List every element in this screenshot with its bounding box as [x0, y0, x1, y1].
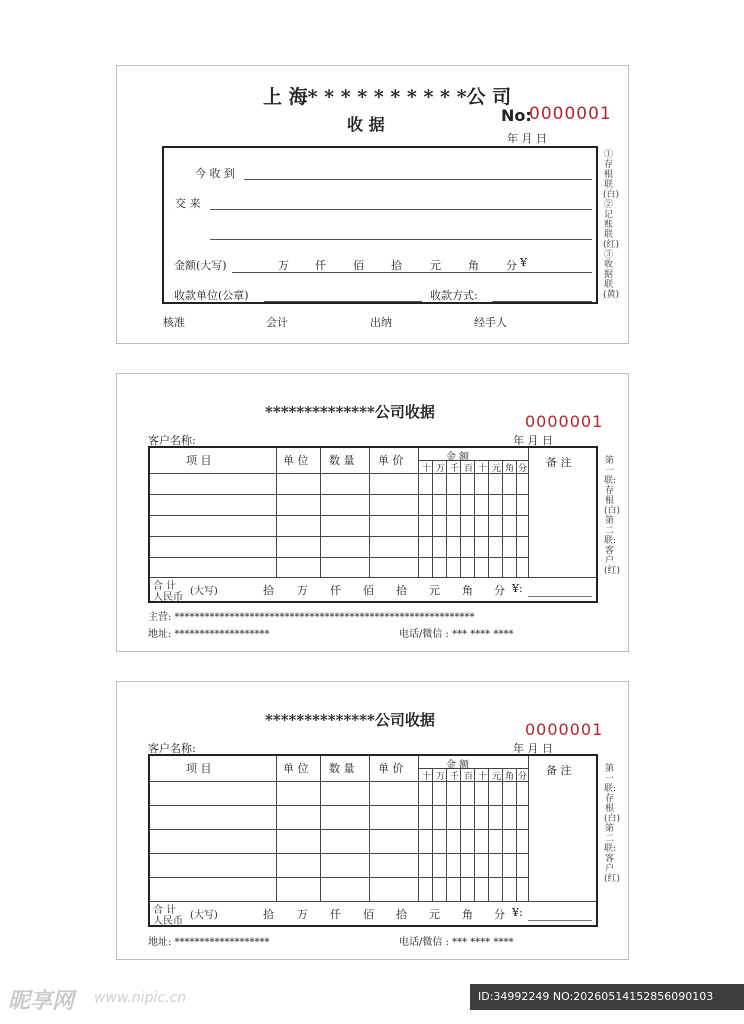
- digit-header: 十: [478, 772, 488, 782]
- digit-header: 百: [464, 464, 474, 474]
- total-unit: 分: [494, 584, 505, 597]
- digit-header: 千: [450, 464, 460, 474]
- total-unit: 万: [297, 584, 308, 597]
- total-unit: 拾: [263, 908, 274, 921]
- received-from-label: 今 收 到: [195, 167, 235, 180]
- digit-header: 十: [422, 772, 432, 782]
- header-price: 单 价: [378, 454, 404, 467]
- total-unit: 元: [429, 584, 440, 597]
- footer-handler: 经手人: [474, 316, 507, 329]
- receipt-1: [116, 65, 629, 344]
- header-item: 项 目: [186, 454, 212, 467]
- digit-header: 角: [505, 464, 515, 474]
- items-table: [148, 446, 598, 603]
- digit-header: 元: [492, 464, 502, 474]
- header-unit: 单 位: [283, 762, 309, 775]
- footer-cashier: 出纳: [370, 316, 392, 329]
- items-table: [148, 754, 598, 927]
- total-unit: 仟: [330, 584, 341, 597]
- amount-unit: 角: [468, 259, 479, 272]
- phone-wechat: 电话/微信 : *** **** ****: [399, 629, 514, 640]
- company-title: **************公司收据: [265, 403, 435, 421]
- total-unit: 角: [462, 584, 473, 597]
- total-unit: 拾: [396, 584, 407, 597]
- rmb-label: 人民币: [153, 916, 183, 927]
- header-amount: 金 额: [446, 760, 470, 771]
- address: 地址: *******************: [148, 937, 270, 948]
- total-label: 合 计: [153, 905, 177, 916]
- payee-unit-label: 收款单位(公章): [174, 289, 249, 302]
- amount-unit: 仟: [315, 259, 326, 272]
- digit-header: 万: [436, 464, 446, 474]
- copy-legend: 第一联:存根(白) 第二联:客户(红): [604, 764, 621, 884]
- date-line: 年 月 日: [513, 434, 553, 447]
- total-unit: 拾: [263, 584, 274, 597]
- receipt-number: 0000001: [529, 104, 612, 124]
- copy-legend: ①存根联(白) ②记账联(红) ③收据联(黄): [603, 150, 620, 300]
- total-unit: 万: [297, 908, 308, 921]
- business-scope: 主营: ************************************************************: [148, 612, 475, 623]
- receipt-number: 0000001: [525, 412, 604, 431]
- total-unit: 角: [462, 908, 473, 921]
- footer-accountant: 会计: [266, 316, 288, 329]
- receipt-2: [116, 373, 629, 652]
- header-price: 单 价: [378, 762, 404, 775]
- company-title: 上 海* * * * * * * * * *公 司: [263, 86, 512, 108]
- digit-header: 百: [464, 772, 474, 782]
- amount-label: 金额(大写): [174, 259, 227, 272]
- pay-method-label: 收款方式:: [430, 289, 478, 302]
- total-unit: 仟: [330, 908, 341, 921]
- header-remark: 备 注: [546, 764, 572, 777]
- customer-name-label: 客户名称:: [148, 434, 196, 447]
- header-remark: 备 注: [546, 456, 572, 469]
- total-unit: 分: [494, 908, 505, 921]
- amount-unit: 佰: [353, 259, 364, 272]
- paid-for-label: 交 来: [175, 197, 201, 210]
- total-unit: 佰: [363, 908, 374, 921]
- digit-header: 角: [505, 772, 515, 782]
- total-yen: ¥:: [512, 906, 523, 919]
- pay-method-line: [492, 301, 592, 302]
- header-qty: 数 量: [329, 762, 355, 775]
- daxie-label: (大写): [190, 910, 218, 921]
- total-yen-line: [528, 596, 592, 597]
- receipt-subtitle: 收 据: [347, 115, 385, 134]
- date-line: 年 月 日: [513, 742, 553, 755]
- amount-unit: 元: [430, 259, 441, 272]
- copy-legend: 第一联:存根(白) 第二联:客户(红): [604, 456, 621, 576]
- digit-header: 分: [518, 772, 528, 782]
- customer-name-label: 客户名称:: [148, 742, 196, 755]
- header-qty: 数 量: [329, 454, 355, 467]
- received-from-line: [244, 179, 592, 180]
- total-yen-line: [528, 920, 592, 921]
- digit-header: 千: [450, 772, 460, 782]
- digit-header: 分: [518, 464, 528, 474]
- amount-unit: 分: [506, 259, 517, 272]
- watermark-id: ID:34992249 NO:20260514152856090103: [470, 984, 744, 1010]
- header-item: 项 目: [186, 762, 212, 775]
- total-label: 合 计: [153, 581, 177, 592]
- amount-unit: 拾: [391, 259, 402, 272]
- digit-header: 十: [422, 464, 432, 474]
- date-line: 年 月 日: [507, 132, 547, 145]
- digit-header: 元: [492, 772, 502, 782]
- amount-line: [232, 272, 592, 273]
- company-title: **************公司收据: [265, 711, 435, 729]
- rmb-label: 人民币: [153, 592, 183, 603]
- total-unit: 拾: [396, 908, 407, 921]
- header-amount: 金 额: [446, 452, 470, 463]
- address: 地址: *******************: [148, 629, 270, 640]
- receipt-number: 0000001: [525, 720, 604, 739]
- payee-unit-line: [264, 301, 422, 302]
- phone-wechat: 电话/微信 : *** **** ****: [399, 937, 514, 948]
- amount-unit: 万: [278, 259, 289, 272]
- yen-sign: ¥: [520, 256, 527, 269]
- paid-for-line: [210, 209, 592, 210]
- receipt-3: [116, 681, 629, 960]
- watermark-logo: 昵享网: [8, 989, 75, 1014]
- total-yen: ¥:: [512, 582, 523, 595]
- daxie-label: (大写): [190, 586, 218, 597]
- digit-header: 十: [478, 464, 488, 474]
- footer-approve: 核准: [163, 316, 185, 329]
- header-unit: 单 位: [283, 454, 309, 467]
- paid-for-line-2: [210, 239, 592, 240]
- total-unit: 佰: [363, 584, 374, 597]
- receipt-no-label: No:: [501, 106, 532, 125]
- total-unit: 元: [429, 908, 440, 921]
- watermark-url: www.nipic.cn: [94, 990, 187, 1006]
- digit-header: 万: [436, 772, 446, 782]
- receipt-body-box: [162, 146, 598, 304]
